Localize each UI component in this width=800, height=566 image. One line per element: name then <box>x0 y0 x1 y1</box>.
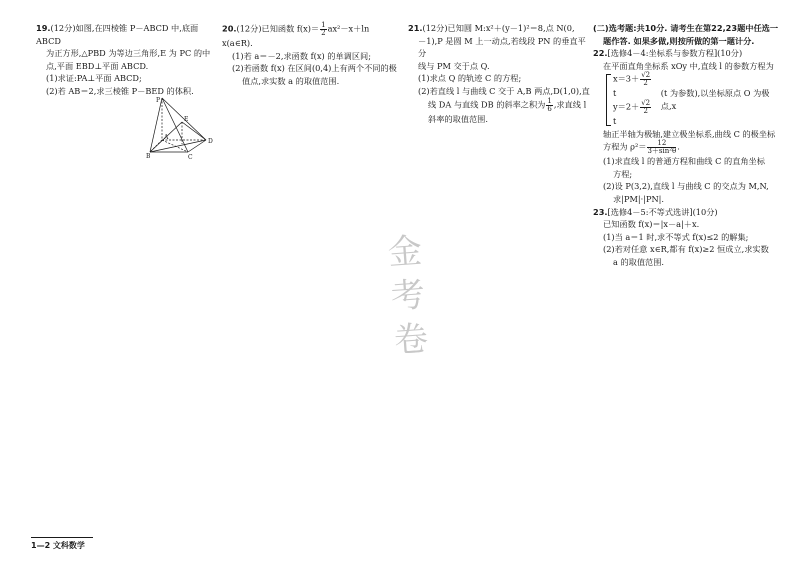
question-text: ax²－x＋ln x(a∈R). <box>222 23 370 48</box>
fraction: $\frac{1}{6}$ <box>547 96 552 113</box>
question-title: [选修4－5:不等式选讲](10分) <box>607 206 718 217</box>
question-text: 求|PM|·|PN|. <box>613 193 664 204</box>
question-text: (12分)已知圆 M:x²＋(y－1)²＝8,点 N(0, <box>422 23 575 33</box>
question-text: 斜率的取值范围. <box>428 113 488 124</box>
equation-part: x＝3＋ <box>613 73 640 84</box>
question-text: 轴正半轴为极轴,建立极坐标系,曲线 C 的极坐标 <box>603 128 776 139</box>
question-text: －1),P 是圆 M 上一动点,若线段 PN 的垂直平分 <box>418 35 586 59</box>
question-number: 23. <box>593 206 608 217</box>
sub-question-1: (1)若 a＝－2,求函数 f(x) 的单调区间; <box>232 50 371 61</box>
label-d: D <box>208 138 213 145</box>
sub-question-2: (2)若直线 l 与曲线 C 交于 A,B 两点,D(1,0),直 <box>418 85 590 96</box>
sub-question-2: (2)若 AB＝2,求三棱锥 P－BED 的体积. <box>46 85 194 96</box>
equation-part: y＝2＋ <box>613 101 640 112</box>
section-heading: 题作答. 如果多做,则按所做的第一题计分. <box>603 35 755 46</box>
fraction: $\frac{1}{2}$ <box>321 21 326 37</box>
label-a: A <box>164 134 169 141</box>
question-text: 为正方形,△PBD 为等边三角形,E 为 PC 的中 <box>46 48 211 59</box>
pyramid-figure <box>146 96 218 160</box>
question-text: 线 DA 与直线 DB 的斜率之积为 <box>428 99 546 110</box>
fraction: $\frac{√2}{2}$ <box>641 98 651 115</box>
question-text: 值点,求实数 a 的取值范围. <box>242 75 340 86</box>
equation-system <box>605 72 655 127</box>
question-22 <box>593 47 783 205</box>
sub-question-1: (1)求点 Q 的轨迹 C 的方程; <box>418 73 522 84</box>
sub-question-2: (2)设 P(3,2),直线 l 与曲线 C 的交点为 M,N, <box>603 181 769 192</box>
watermark-char: 卷 <box>392 318 430 362</box>
sub-question-2: (2)若对任意 x∈R,都有 f(x)≥2 恒成立,求实数 <box>603 244 769 255</box>
parametric-equations <box>593 72 783 127</box>
question-text: (12分)如图,在四棱锥 P－ABCD 中,底面 ABCD <box>36 23 199 46</box>
pyramid-diagram <box>146 96 218 160</box>
question-text: 方程为 ρ²＝ <box>603 141 647 152</box>
watermark-char: 金 <box>386 230 424 274</box>
label-c: C <box>188 154 193 160</box>
label-e: E <box>184 116 189 123</box>
label-p: P <box>155 97 160 104</box>
label-b: B <box>146 153 151 160</box>
question-text: ,求直线 l <box>553 99 587 110</box>
question-text: . <box>677 141 680 152</box>
question-text: a 的取值范围. <box>613 256 665 267</box>
question-20 <box>222 22 400 87</box>
equation-part: t <box>613 115 617 126</box>
question-text: (12分)已知函数 f(x)＝ <box>236 23 320 34</box>
equation-part: t <box>613 88 617 99</box>
question-number: 21. <box>408 23 423 33</box>
fraction: $\frac{√2}{2}$ <box>641 71 651 88</box>
fraction: $\frac{12}{\text{3＋sin²θ}}$ <box>647 139 677 156</box>
question-number: 22. <box>593 48 608 59</box>
question-text: 在平面直角坐标系 xOy 中,直线 l 的参数方程为 <box>603 60 774 71</box>
question-text: 点,平面 EBD⊥平面 ABCD. <box>46 60 149 71</box>
page-footer: 1—2 文科数学 <box>31 541 85 550</box>
section-heading: (二)选考题:共10分. 请考生在第22,23题中任选一 <box>593 23 779 33</box>
question-text: 已知函数 f(x)＝|x－a|＋x. <box>603 219 700 230</box>
question-23 <box>593 206 783 269</box>
question-text: 方程; <box>613 168 633 179</box>
question-title: [选修4－4:坐标系与参数方程](10分) <box>607 48 743 59</box>
elective-section <box>593 22 783 269</box>
footer-rule <box>31 537 93 538</box>
question-19 <box>36 22 222 98</box>
sub-question-1: (1)求直线 l 的普通方程和曲线 C 的直角坐标 <box>603 156 765 167</box>
question-number: 19. <box>36 23 51 33</box>
sub-question-2: (2)若函数 f(x) 在区间(0,4)上有两个不同的极 <box>232 63 397 74</box>
question-number: 20. <box>222 23 237 34</box>
question-text: 线与 PM 交于点 Q. <box>418 60 490 71</box>
watermark <box>373 228 442 364</box>
sub-question-1: (1)求证:PA⊥平面 ABCD; <box>46 73 142 84</box>
watermark-char: 考 <box>389 274 427 318</box>
question-21 <box>408 22 591 125</box>
sub-question-1: (1)当 a＝1 时,求不等式 f(x)≤2 的解集; <box>603 231 749 242</box>
param-note: (t 为参数),以坐标原点 O 为极点,x <box>660 88 770 111</box>
